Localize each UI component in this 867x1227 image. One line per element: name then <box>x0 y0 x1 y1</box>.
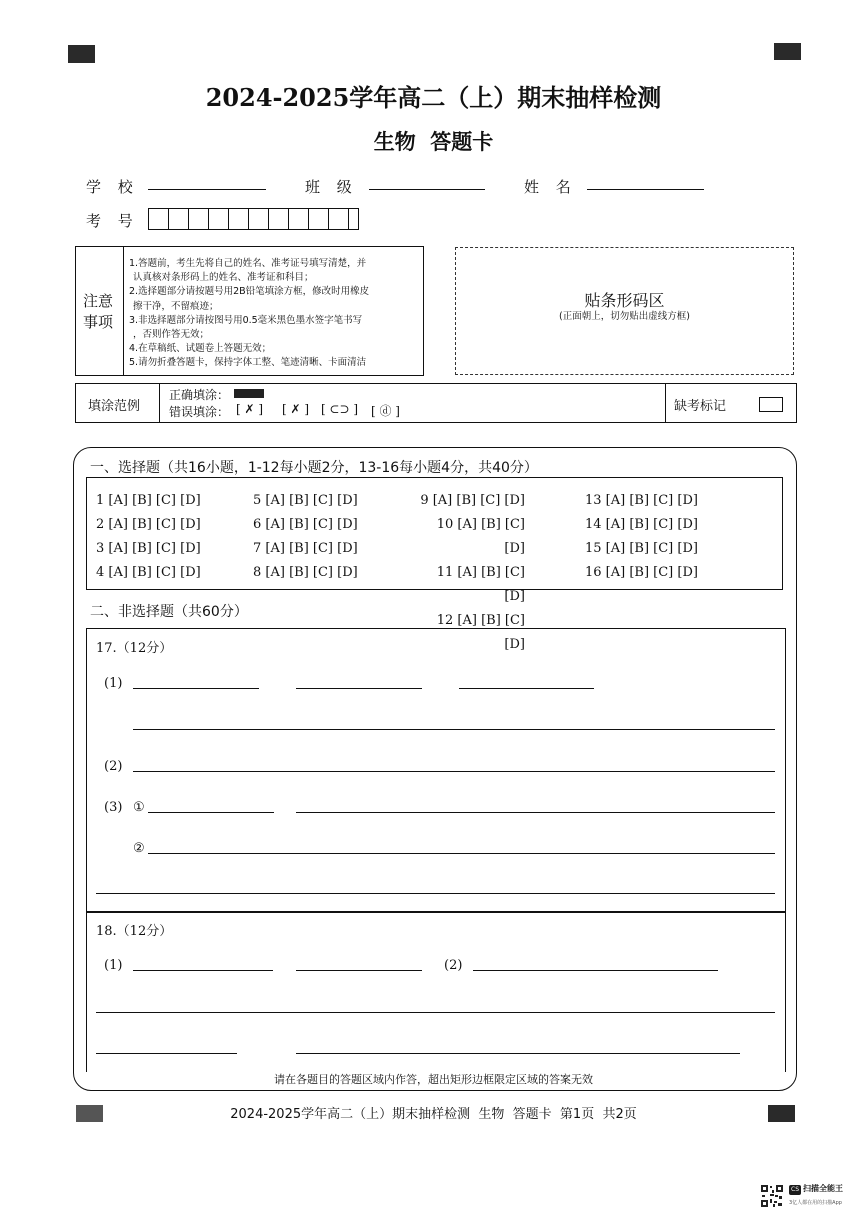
page-title: 2024-2025学年高二（上）期末抽样检测 <box>205 83 662 112</box>
class-label: 班 级 <box>305 178 358 196</box>
choice-question[interactable]: 3 [A] [B] [C] [D] <box>96 541 201 556</box>
choice-column-4 <box>585 489 698 585</box>
region-warning: 请在各题目的答题区域内作答，超出矩形边框限定区域的答案无效 <box>274 1073 593 1086</box>
q18-1-blank-1[interactable] <box>133 970 273 971</box>
q17-title: 17.（12分） <box>96 641 173 656</box>
notice-title: 注意 事项 <box>83 292 114 331</box>
section1-title: 一、选择题（共16小题，1-12每小题2分，13-16每小题4分，共40分） <box>90 460 538 476</box>
q17-3-1-blank-2[interactable] <box>296 812 775 813</box>
wrong-fill-mark-4: [ ⓓ ] <box>371 404 400 418</box>
q17-2-blank[interactable] <box>133 771 775 772</box>
wrong-fill-mark-2: [ ✗ ] <box>282 402 310 416</box>
choice-question[interactable]: 10 [A] [B] [C] [D] <box>436 517 525 556</box>
absent-mark-label: 缺考标记 <box>674 399 727 414</box>
q17-part1-label: (1) <box>104 676 123 691</box>
q17-1-blank-3[interactable] <box>459 688 594 689</box>
choice-question[interactable]: 8 [A] [B] [C] [D] <box>253 565 358 580</box>
correct-fill-mark <box>234 389 264 398</box>
choice-question[interactable]: 1 [A] [B] [C] [D] <box>96 493 201 508</box>
school-label: 学 校 <box>86 178 139 196</box>
choice-column-1 <box>96 489 201 585</box>
qr-code-icon <box>760 1184 784 1208</box>
q18-part1-label: (1) <box>104 958 123 973</box>
notice-box <box>75 246 424 376</box>
q17-3-1-blank-1[interactable] <box>148 812 274 813</box>
q17-part3-circled2: ② <box>133 841 145 856</box>
exam-no-grid[interactable] <box>148 208 359 230</box>
choice-question[interactable]: 7 [A] [B] [C] [D] <box>253 541 358 556</box>
choice-question[interactable]: 16 [A] [B] [C] [D] <box>585 565 698 580</box>
barcode-title: 贴条形码区 <box>584 291 665 310</box>
section2-title: 二、非选择题（共60分） <box>90 604 248 620</box>
choice-question[interactable]: 2 [A] [B] [C] [D] <box>96 517 201 532</box>
fill-example-label: 填涂范例 <box>88 399 141 414</box>
choice-question[interactable]: 15 [A] [B] [C] [D] <box>585 541 698 556</box>
choice-question[interactable]: 9 [A] [B] [C] [D] <box>420 493 525 508</box>
q17-part3-circled1: ① <box>133 800 145 815</box>
choice-question[interactable]: 12 [A] [B] [C] [D] <box>436 613 525 652</box>
q17-3-2-blank[interactable] <box>148 853 775 854</box>
notice-text: 1.答题前，考生先将自己的姓名、准考证号填写清楚，并 认真核对条形码上的姓名、准考证和科目； 2.选择题部分请按题号用2B铅笔填涂方框，修改时用橡皮 擦干净，不留痕迹； 3.非选择题部分请按图号用0.5毫米黑色墨水签字笔书写 ，否则作答无效； 4.在草稿纸、试题卷上答题无效； 5.请勿折叠答题卡，保持字体工整、笔迹清晰、卡面清洁 <box>129 258 370 369</box>
choice-question[interactable]: 14 [A] [B] [C] [D] <box>585 517 698 532</box>
q17-1-blank-2[interactable] <box>296 688 422 689</box>
q17-1-blank-4[interactable] <box>133 729 775 730</box>
q17-3-2-blank-2[interactable] <box>96 893 775 894</box>
fill-example-box <box>75 383 797 423</box>
choice-column-2 <box>253 489 358 585</box>
choice-question[interactable]: 5 [A] [B] [C] [D] <box>253 493 358 508</box>
scanner-sub: 3亿人都在用的扫描App <box>789 1200 842 1206</box>
corner-marker-top-left <box>68 45 95 63</box>
q18-part2-label: (2) <box>444 958 463 973</box>
q17-1-blank-1[interactable] <box>133 688 259 689</box>
absent-mark-box[interactable] <box>759 397 783 412</box>
q18-blank-4[interactable] <box>96 1053 237 1054</box>
q17-part3-label: (3) <box>104 800 123 815</box>
name-field[interactable] <box>587 189 704 190</box>
q18-blank-5[interactable] <box>296 1053 740 1054</box>
choice-question[interactable]: 11 [A] [B] [C] [D] <box>436 565 525 604</box>
exam-no-label: 考 号 <box>86 212 139 230</box>
correct-fill-label: 正确填涂： <box>169 388 230 402</box>
choice-question[interactable]: 4 [A] [B] [C] [D] <box>96 565 201 580</box>
wrong-fill-mark-3: [ ⊂⊃ ] <box>321 402 359 416</box>
scanner-logo-icon: CS <box>791 1186 799 1193</box>
barcode-area[interactable] <box>455 247 794 375</box>
q17-box <box>86 628 786 912</box>
barcode-note: (正面朝上，切勿贴出虚线方框) <box>559 311 690 322</box>
choice-question[interactable]: 6 [A] [B] [C] [D] <box>253 517 358 532</box>
name-label: 姓 名 <box>524 178 577 196</box>
q17-part2-label: (2) <box>104 759 123 774</box>
q18-title: 18.（12分） <box>96 924 173 939</box>
wrong-fill-mark-1: [ ✗ ] <box>236 402 264 416</box>
q18-blank-3[interactable] <box>96 1012 775 1013</box>
scanner-watermark <box>757 1178 861 1220</box>
page-subtitle: 生物 答题卡 <box>373 129 494 154</box>
scanner-name: 扫描全能王 <box>803 1184 843 1193</box>
page-footer: 2024-2025学年高二（上）期末抽样检测 生物 答题卡 第1页 共2页 <box>230 1107 637 1122</box>
wrong-fill-label: 错误填涂： <box>169 405 230 419</box>
choice-question[interactable]: 13 [A] [B] [C] [D] <box>585 493 698 508</box>
corner-marker-top-right <box>774 43 801 60</box>
class-field[interactable] <box>369 189 485 190</box>
school-field[interactable] <box>148 189 266 190</box>
q18-2-blank[interactable] <box>473 970 718 971</box>
q18-box <box>86 912 786 1072</box>
q18-1-blank-2[interactable] <box>296 970 422 971</box>
